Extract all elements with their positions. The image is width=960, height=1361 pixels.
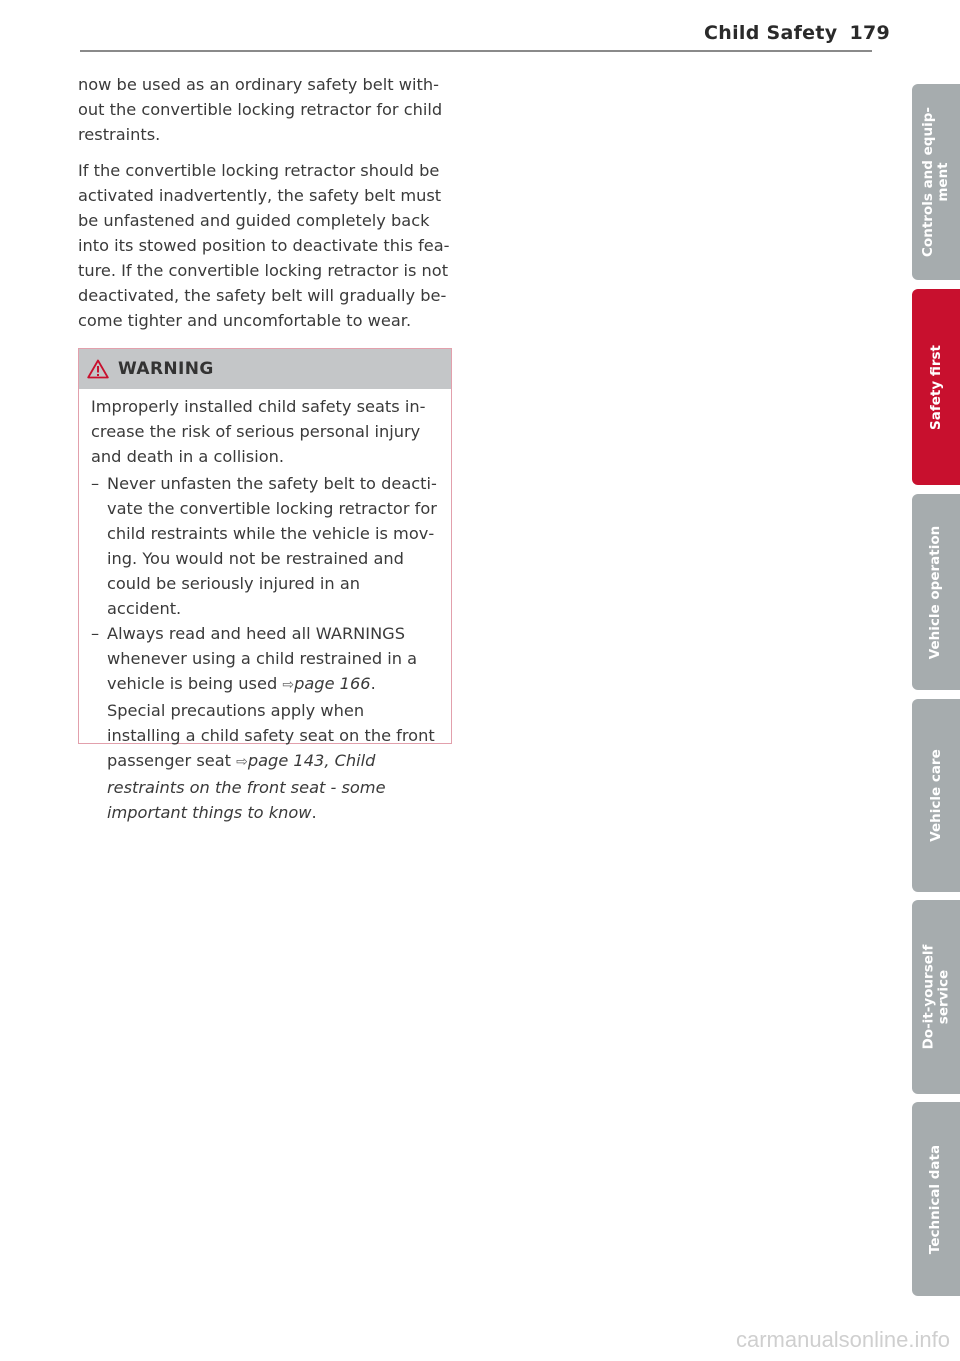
warning-body	[79, 389, 451, 825]
warning-list	[91, 471, 439, 825]
warning-triangle-icon	[87, 359, 109, 379]
warning-item-text: . Special precautions apply when installing a child safety seat on the front passenger seat	[107, 674, 435, 770]
body-paragraph: If the convertible locking retractor should be activated inadvertently, the safety belt must be unfastened and guided completely back into its stowed position to deactivate this feature. If the convertible locking retractor is not deactivated, the safety belt will gradually become tighter and uncomfortable to wear.	[78, 161, 450, 330]
arrow-right-icon: ⇨	[282, 677, 295, 693]
page-reference-link[interactable]: ⇨page 143, Child restraints on the front seat - some important things to know	[107, 751, 386, 822]
page-number: 179	[849, 22, 890, 44]
warning-box	[78, 348, 452, 822]
warning-item-text: .	[311, 803, 317, 822]
body-column	[78, 72, 454, 344]
warning-title: WARNING	[118, 359, 214, 379]
tab-do-it-yourself-service[interactable]: Do-it-yourself service	[912, 900, 960, 1094]
arrow-right-icon: ⇨	[236, 754, 248, 770]
section-title: Child Safety	[704, 22, 838, 44]
tab-safety-first[interactable]: Safety first	[912, 289, 960, 485]
header-divider	[80, 50, 872, 52]
footer-watermark: carmanualsonline.info	[735, 1327, 950, 1352]
tab-vehicle-care[interactable]: Vehicle care	[912, 699, 960, 892]
warning-list-item: – Never unfasten the safety belt to deactivate the convertible locking retractor for child restraints while the vehicle is moving. You would not be restrained and could be seriously injured in an accident.	[91, 471, 439, 621]
tab-technical-data[interactable]: Technical data	[912, 1102, 960, 1296]
page-reference-link[interactable]: ⇨page 166	[282, 674, 371, 693]
warning-item-text: Always read and heed all WARNINGS whenever using a child restrained in a vehicle is being used	[107, 624, 418, 693]
warning-list-item	[91, 621, 439, 825]
warning-header	[79, 349, 451, 389]
tab-vehicle-operation[interactable]: Vehicle operation	[912, 494, 960, 690]
warning-intro: Improperly installed child safety seats increase the risk of serious personal injury and death in a collision.	[91, 397, 426, 466]
body-paragraph: now be used as an ordinary safety belt without the convertible locking retractor for child restraints.	[78, 75, 443, 144]
page-header	[704, 22, 890, 44]
tab-controls-and-equipment[interactable]: Controls and equip- ment	[912, 84, 960, 280]
